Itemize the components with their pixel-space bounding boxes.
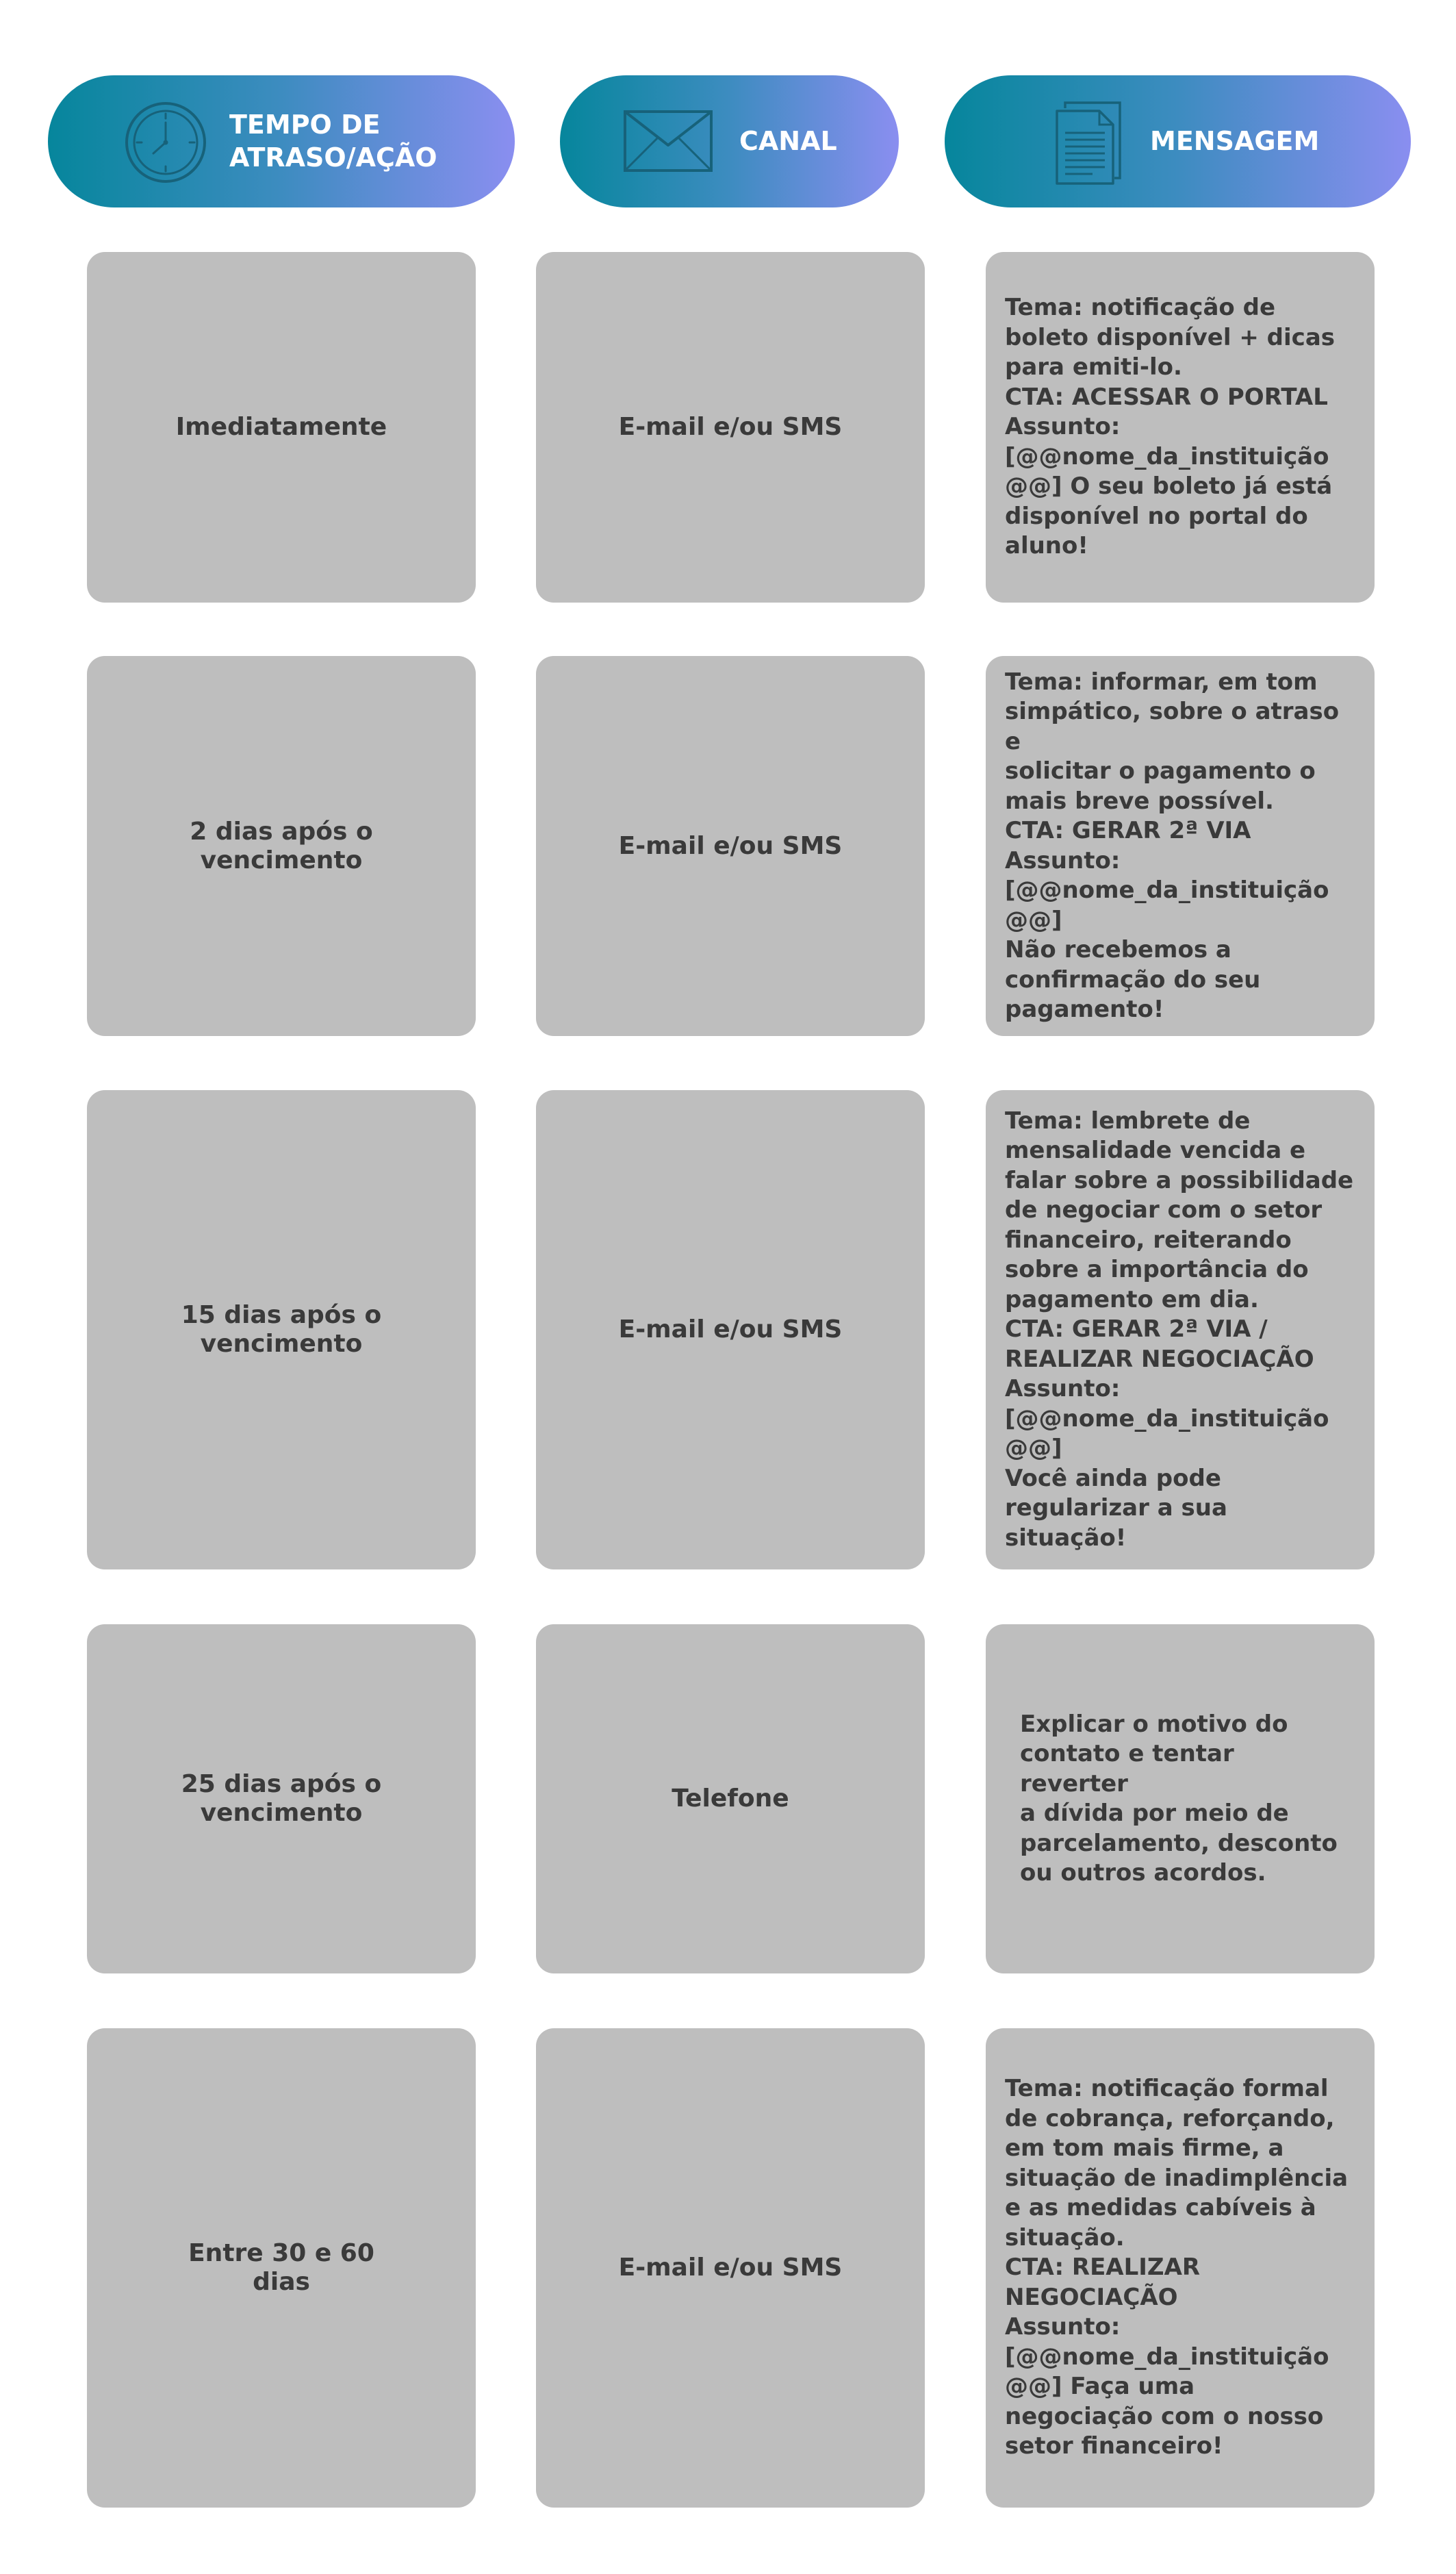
row-4-canal-card — [536, 1624, 925, 1973]
row-5-mensagem: Tema: notificação formal de cobrança, reforçando, em tom mais firme, a situação de inadimplência e as medidas cabíveis à situação. CTA: REALIZAR NEGOCIAÇÃO Assunto: [@@nome_da_instituição @@] Faça uma negociação com o nosso setor financeiro! — [1005, 2075, 1349, 2460]
document-icon — [1054, 100, 1123, 186]
row-1-mensagem: Tema: notificação de boleto disponível + dicas para emiti-lo. CTA: ACESSAR O PORTAL Assunto: [@@nome_da_instituição @@] O seu boleto já está disponível no portal do aluno! — [1005, 294, 1336, 560]
row-4-canal: Telefone — [672, 1784, 789, 1813]
envelope-icon — [623, 110, 713, 173]
header-tempo — [48, 75, 515, 207]
row-1-canal: E-mail e/ou SMS — [618, 413, 843, 441]
row-2-mensagem-card — [986, 656, 1375, 1036]
header-tempo-label: TEMPO DE ATRASO/AÇÃO — [229, 110, 437, 173]
row-2-tempo-card — [87, 656, 476, 1036]
row-3-tempo: 15 dias após o vencimento — [181, 1301, 382, 1358]
row-4-tempo-card — [87, 1624, 476, 1973]
row-5-mensagem-card — [986, 2028, 1375, 2508]
row-3-tempo-card — [87, 1090, 476, 1569]
header-canal-label: CANAL — [739, 126, 837, 156]
row-4-mensagem: Explicar o motivo do contato e tentar reverter a dívida por meio de parcelamento, desconto ou outros acordos. — [1020, 1710, 1338, 1887]
row-3-canal: E-mail e/ou SMS — [618, 1315, 843, 1343]
row-5-tempo: Entre 30 e 60 dias — [188, 2239, 374, 2296]
row-2-canal-card — [536, 656, 925, 1036]
row-2-canal: E-mail e/ou SMS — [618, 831, 843, 860]
row-1-tempo: Imediatamente — [175, 413, 387, 441]
row-5-tempo-card — [87, 2028, 476, 2508]
row-3-canal-card — [536, 1090, 925, 1569]
row-2-tempo: 2 dias após o vencimento — [190, 817, 373, 874]
row-1-canal-card — [536, 252, 925, 603]
row-1-mensagem-card — [986, 252, 1375, 603]
row-5-canal-card — [536, 2028, 925, 2508]
header-mensagem-label: MENSAGEM — [1150, 126, 1320, 156]
row-1-tempo-card — [87, 252, 476, 603]
row-2-mensagem: Tema: informar, em tom simpático, sobre o atraso e solicitar o pagamento o mais breve possível. CTA: GERAR 2ª VIA Assunto: [@@nome_da_instituição @@] Não recebemos a confirmação do seu pagamento! — [1005, 668, 1340, 1023]
row-4-tempo: 25 dias após o vencimento — [181, 1770, 382, 1827]
row-3-mensagem: Tema: lembrete de mensalidade vencida e falar sobre a possibilidade de negociar com o setor financeiro, reiterando sobre a importância do pagamento em dia. CTA: GERAR 2ª VIA / REALIZAR NEGOCIAÇÃO Assunto: [@@nome_da_instituição @@] Você ainda pode regularizar a sua situação! — [1005, 1107, 1354, 1552]
header-mensagem — [945, 75, 1411, 207]
clock-icon — [123, 100, 208, 185]
header-canal — [560, 75, 899, 207]
row-4-mensagem-card — [986, 1624, 1375, 1973]
row-3-mensagem-card — [986, 1090, 1375, 1569]
row-5-canal: E-mail e/ou SMS — [618, 2254, 843, 2282]
